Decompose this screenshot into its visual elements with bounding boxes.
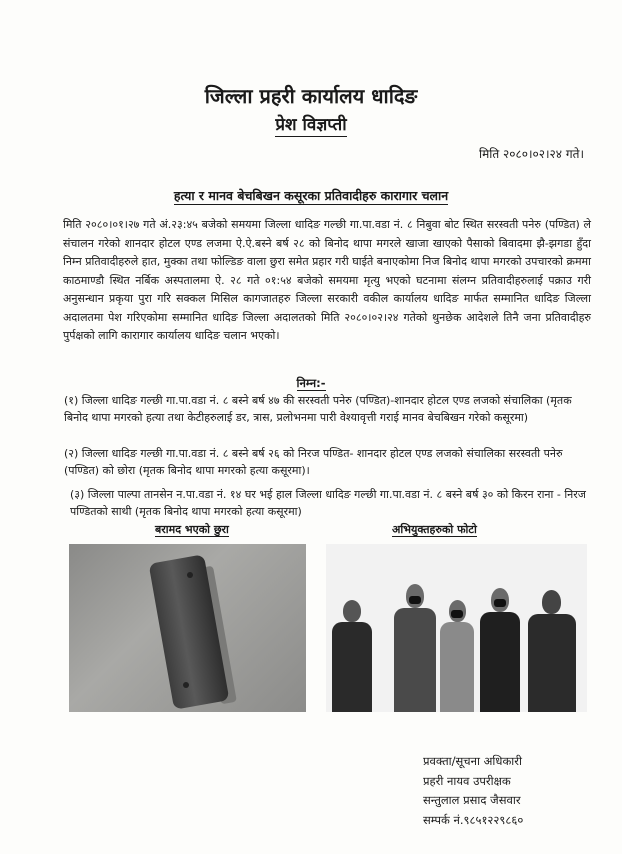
body-shape bbox=[528, 614, 576, 712]
knife-rivet bbox=[183, 682, 189, 688]
body-shape bbox=[480, 612, 520, 712]
accused-item-2: (२) जिल्ला धादिङ गल्छी गा.पा.वडा नं. ८ बस्ने बर्ष २६ को निरज पण्डित- शानदार होटल एण्ड लजको संचालिका सरस्वती पनेरु (पण्डित) को छोरा (मृतक बिनोद थापा मगरको हत्या कसूरमा)। bbox=[64, 447, 563, 477]
accused-heading-text: निम्न:- bbox=[296, 376, 326, 390]
knife-caption bbox=[155, 522, 229, 537]
accused-figure bbox=[438, 600, 476, 712]
body-shape bbox=[394, 608, 436, 712]
accused-photo bbox=[326, 544, 587, 712]
knife-rivet bbox=[187, 572, 193, 578]
face-mask bbox=[451, 610, 463, 618]
release-date: मिति २०८०।०२।२४ गते। bbox=[478, 147, 584, 161]
accused-item-3: (३) जिल्ला पाल्पा तानसेन न.पा.वडा नं. १४ घर भई हाल जिल्ला धादिङ गल्छी गा.पा.वडा नं. ८ बस्ने बर्ष ३० को किरन राना - निरज पण्डितको साथी (मृतक बिनोद थापा मगरको हत्या कसूरमा) bbox=[70, 488, 586, 518]
contact-number: सम्पर्क नं.९८५१२२९८६० bbox=[423, 812, 524, 827]
release-title-text: प्रेश विज्ञप्ती bbox=[275, 115, 347, 135]
body-shape bbox=[332, 622, 372, 712]
face-mask bbox=[409, 596, 421, 604]
head-shape bbox=[343, 600, 361, 622]
police-officer-figure bbox=[526, 590, 578, 712]
article-body: मिति २०८०।०१।२७ गते अं.२३:४५ बजेको समयमा जिल्ला धादिङ गल्छी गा.पा.वडा नं. ८ निबुवा बोट स्थित सरस्वती पनेरु (पण्डित) ले संचालन गरेको शानदार होटल एण्ड लजमा ऐ.ऐ.बस्ने बर्ष २८ को बिनोद थापा मगरले खाजा खाएको पैसाको बिवादमा झै-झगडा हुँदा निम्न प्रतिवादीहरुले हात, मुक्का तथा फोल्डिङ वाला छुरा समेत प्रहार गरी घाईते बनाएकोमा निज बिनोद थापा मगरको उपचारको क्रममा काठमाण्डौ स्थित नर्बिक अस्पतालमा ऐ. २८ गते ०१:५४ बजेको समयमा मृत्यु भएको घटनामा संलग्न प्रतिवादीहरुलाई पक्राउ गरी अनुसन्धान प्रकृया पुरा गरि सक्कल मिसिल कागजातहरु जिल्ला सरकारी वकील कार्यालय धादिङ मार्फत सम्मानित धादिङ जिल्ला अदालतमा पेश गरिएकोमा सम्मानित धादिङ जिल्ला अदालतको मिति २०८०।०२।२४ गतेको थुनछेक आदेशले तिनै जना प्रतिवादीहरु पुर्पक्षको लागि कारागार कार्यालय धादिङ चलान भएको। bbox=[63, 218, 591, 342]
article-heading bbox=[0, 187, 622, 204]
signature-block bbox=[423, 752, 523, 830]
office-title: जिल्ला प्रहरी कार्यालय धादिङ bbox=[204, 84, 418, 108]
accused-photo-caption bbox=[392, 522, 477, 537]
release-title bbox=[0, 112, 622, 135]
accused-photo-caption-text: अभियुक्तहरुको फोटो bbox=[392, 523, 477, 536]
police-officer-figure bbox=[330, 600, 374, 712]
article-heading-text: हत्या र मानव बेचबिखन कसूरका प्रतिवादीहरु कारागार चलान bbox=[173, 188, 449, 203]
officer-rank: प्रहरी नायव उपरीक्षक bbox=[423, 773, 511, 788]
face-mask bbox=[494, 599, 506, 607]
head-shape bbox=[542, 590, 561, 614]
officer-name: सन्तुलाल प्रसाद जैसवार bbox=[423, 793, 521, 807]
spokesperson-title: प्रवक्ता/सूचना अधिकारी bbox=[423, 754, 522, 768]
accused-heading bbox=[0, 376, 622, 391]
accused-figure bbox=[478, 588, 522, 712]
body-shape bbox=[440, 622, 474, 712]
accused-figure bbox=[392, 584, 438, 712]
accused-item-1: (१) जिल्ला धादिङ गल्छी गा.पा.वडा नं. ८ बस्ने बर्ष ४७ की सरस्वती पनेरु (पण्डित)-शानदार होटल एण्ड लजको संचालिका (मृतक बिनोद थापा मगरको हत्या तथा केटीहरुलाई डर, त्रास, प्रलोभनमा पारी वेश्यावृत्ती गराई मानव बेचबिखन गरेको कसूरमा) bbox=[64, 394, 572, 424]
knife-photo bbox=[69, 544, 306, 712]
knife-caption-text: बरामद भएको छुरा bbox=[155, 523, 229, 536]
